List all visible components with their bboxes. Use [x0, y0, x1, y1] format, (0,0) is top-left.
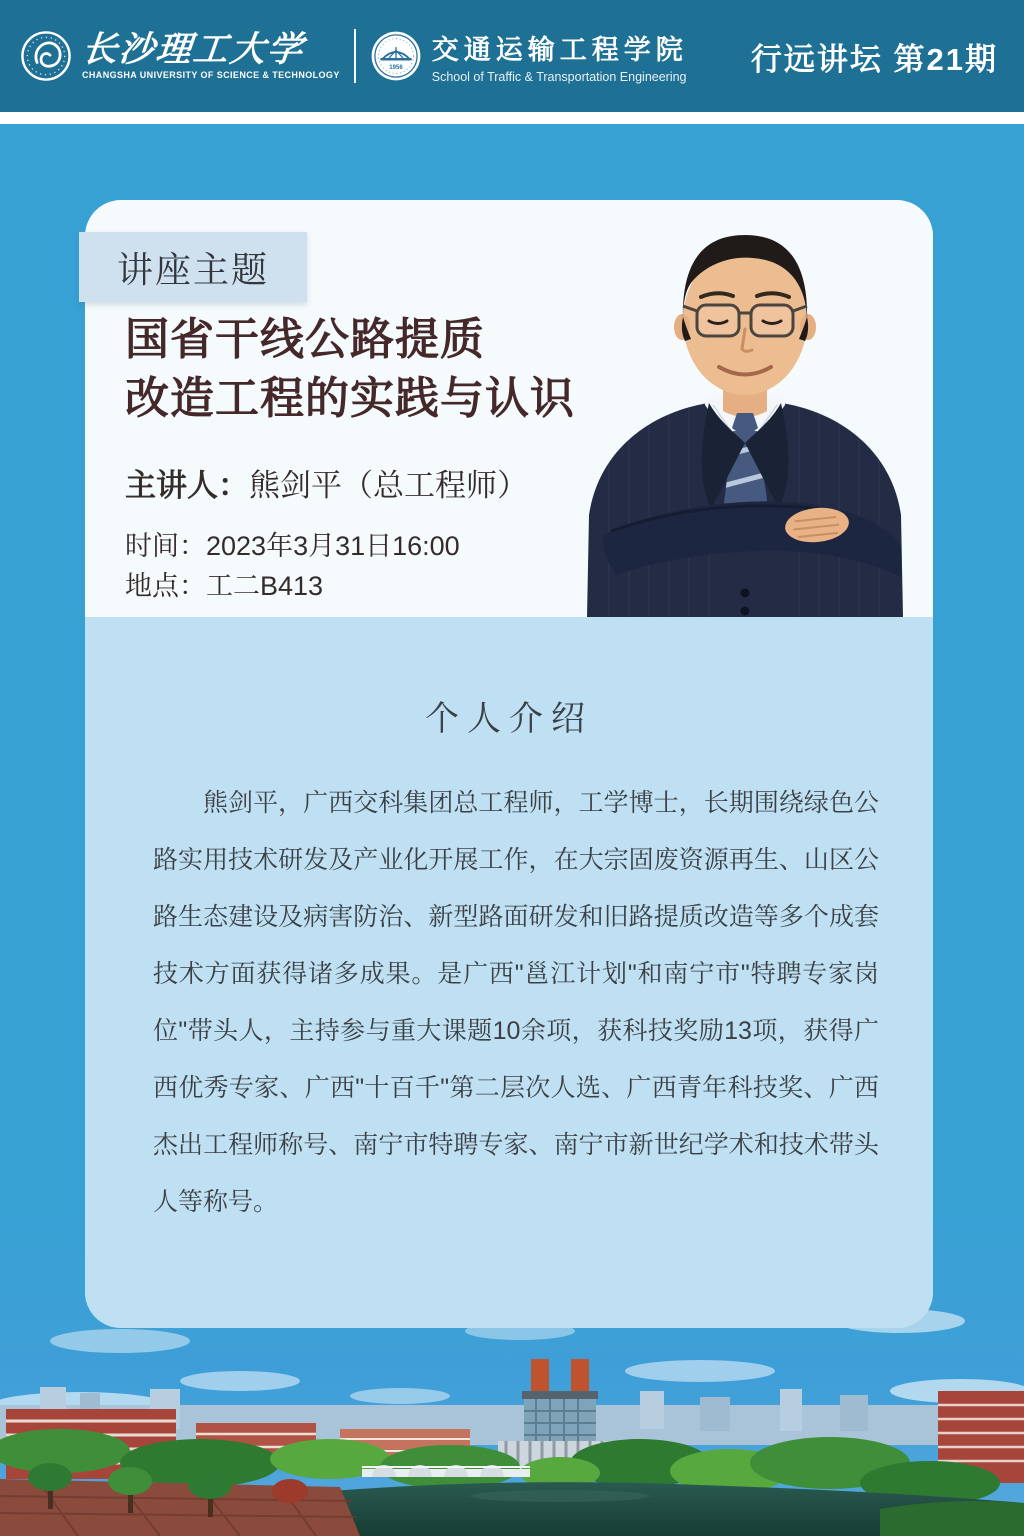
school-brand-text — [432, 28, 688, 84]
speaker-photo — [559, 209, 931, 617]
venue-row — [125, 564, 323, 603]
university-seal-icon — [20, 30, 72, 82]
university-name-en: CHANGSHA UNIVERSITY OF SCIENCE & TECHNOLOGY — [82, 70, 340, 80]
speaker-label: 主讲人： — [125, 468, 249, 503]
header-bar — [0, 0, 1024, 112]
university-brand — [20, 30, 340, 82]
university-brand-text — [79, 29, 340, 80]
intro-paragraph: 熊剑平，广西交科集团总工程师，工学博士，长期围绕绿色公路实用技术研发及产业化开展工作，在大宗固废资源再生、山区公路生态建设及病害防治、新型路面研发和旧路提质改造等多个成套技术方面获得诸多成果。是广西"邕江计划"和南宁市"特聘专家岗位"带头人，主持参与重大课题10余项，获科技奖励13项，获得广西优秀专家、广西"十百千"第二层次人选、广西青年科技奖、广西杰出工程师称号、南宁市特聘专家、南宁市新世纪学术和技术带头人等称号。 — [153, 789, 879, 1216]
school-brand — [370, 28, 688, 84]
speaker-photo-graphic — [559, 209, 931, 617]
venue-label: 地点： — [125, 571, 206, 601]
lecture-title-line1: 国省干线公路提质 — [125, 314, 485, 365]
time-row — [125, 524, 460, 563]
intro-heading: 个人介绍 — [425, 700, 593, 738]
school-seal-icon — [370, 30, 422, 82]
intro-panel — [85, 617, 933, 1328]
lecture-card — [85, 200, 933, 1328]
school-name: 交通运输工程学院 — [431, 35, 688, 65]
time-value: 2023年3月31日16:00 — [206, 531, 460, 561]
university-name: 长沙理工大学 — [79, 29, 307, 70]
time-label: 时间： — [125, 531, 206, 561]
header-separator — [0, 112, 1024, 124]
speaker-row — [125, 460, 528, 505]
lecture-title — [125, 310, 575, 428]
topic-label: 讲座主题 — [79, 232, 307, 302]
seal-year-text: 1956 — [388, 64, 403, 71]
lecture-title-line2: 改造工程的实践与认识 — [125, 373, 575, 424]
school-name-en: School of Traffic & Transportation Engineering — [431, 70, 687, 84]
speaker-name: 熊剑平（总工程师） — [249, 468, 528, 503]
venue-value: 工二B413 — [206, 571, 324, 601]
header-divider — [354, 29, 356, 83]
series-badge: 行远讲坛 第21期 — [750, 41, 998, 77]
